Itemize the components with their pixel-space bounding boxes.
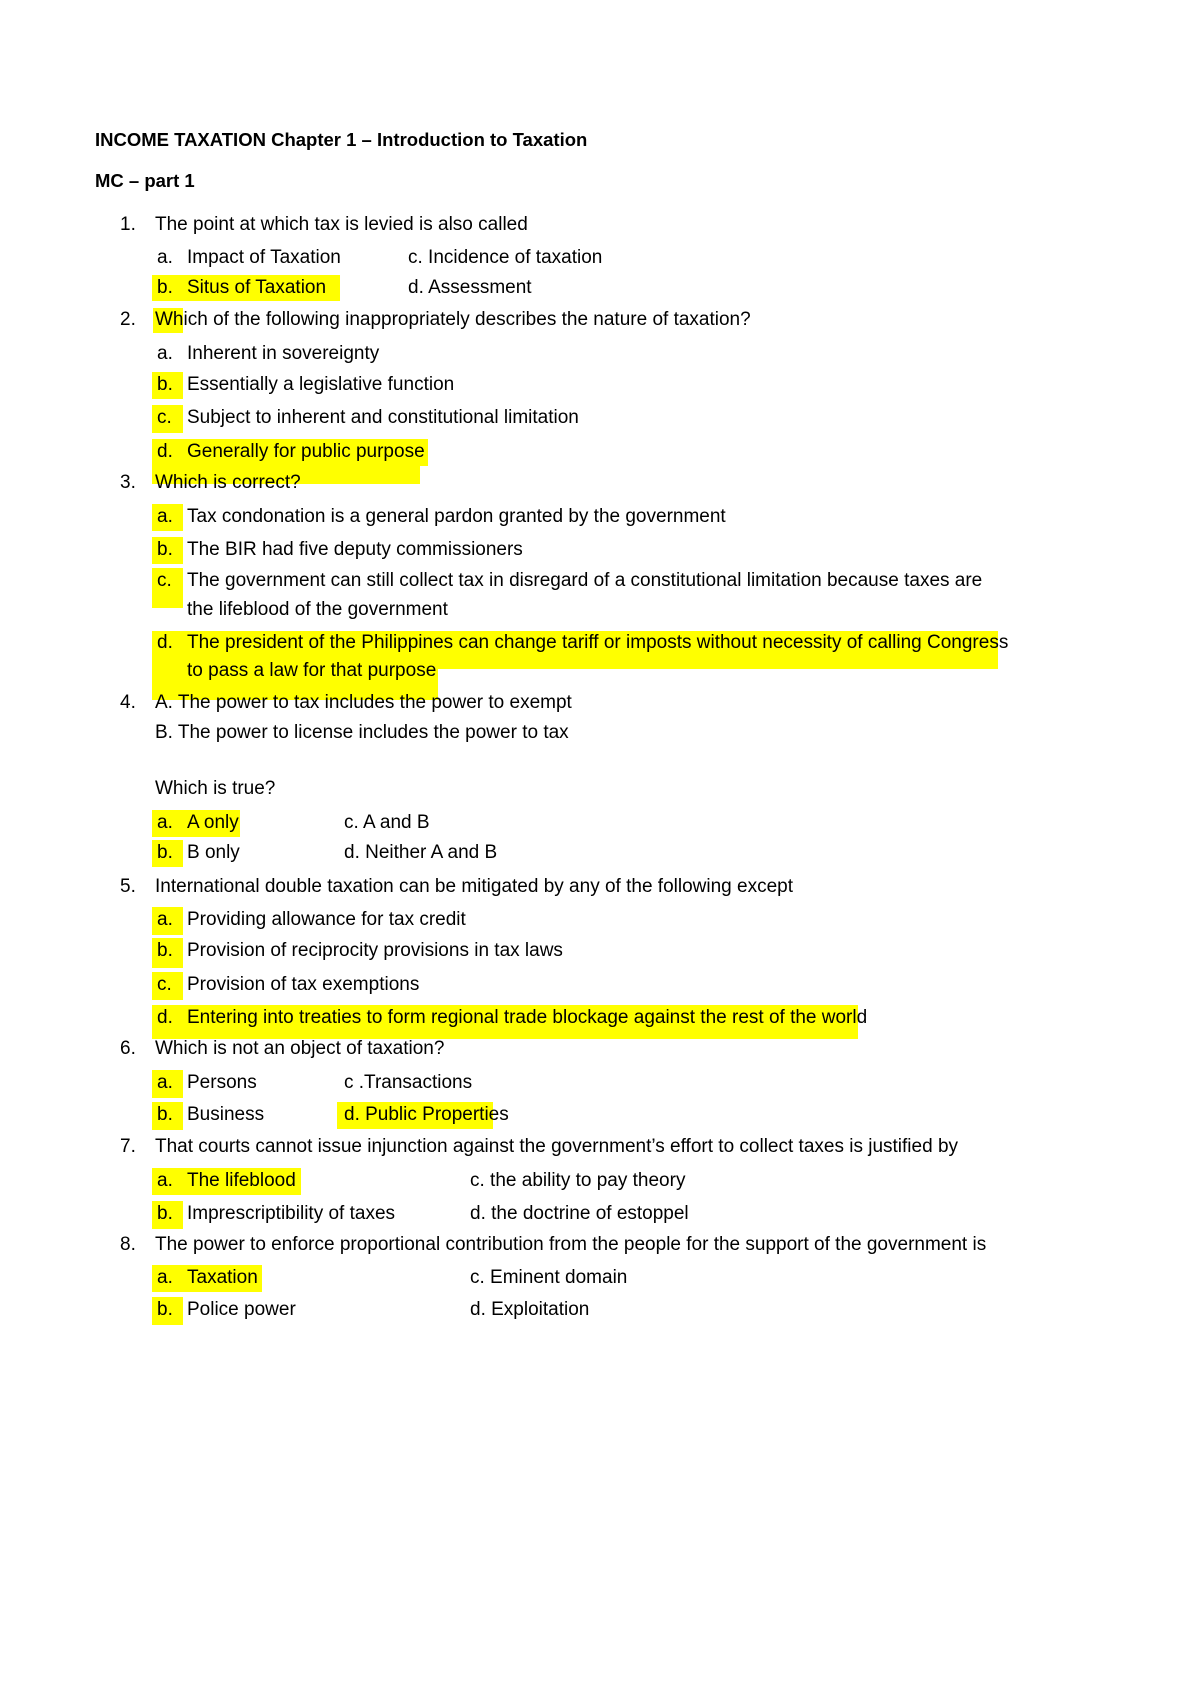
question-statement: A. The power to tax includes the power to exempt (155, 692, 572, 713)
question-number: 5. (120, 876, 136, 897)
option-text: Impact of Taxation (187, 247, 341, 268)
option-letter: b. (157, 940, 173, 961)
question-number: 7. (120, 1136, 136, 1157)
question-stem: The point at which tax is levied is also called (155, 214, 528, 235)
option-letter: b. (157, 1203, 173, 1224)
question-stem: That courts cannot issue injunction against the government’s effort to collect taxes is justified by (155, 1136, 959, 1157)
option-text-line: the lifeblood of the government (187, 599, 448, 620)
question-stem: Which is correct? (155, 472, 301, 493)
question-number: 2. (120, 309, 136, 330)
option-letter: b. (157, 842, 173, 863)
option-letter: c. (157, 407, 172, 428)
section-heading: MC – part 1 (95, 170, 195, 191)
question-stem: Which is true? (155, 778, 276, 799)
option-text: Providing allowance for tax credit (187, 909, 466, 930)
option-letter: b. (157, 1104, 173, 1125)
option-letter: c. (157, 974, 172, 995)
option-text-line: The president of the Philippines can change tariff or imposts without necessity of calling Congress (187, 632, 1009, 653)
question-stem: Which of the following inappropriately describes the nature of taxation? (155, 309, 751, 330)
option-text: Entering into treaties to form regional trade blockage against the rest of the world (187, 1007, 868, 1028)
option-letter: c. (157, 570, 172, 591)
option-letter: b. (157, 1299, 173, 1320)
option-inline: c .Transactions (344, 1072, 473, 1093)
option-text: Taxation (187, 1267, 258, 1288)
option-letter: a. (157, 1267, 173, 1288)
option-text: Persons (187, 1072, 257, 1093)
option-text: Business (187, 1104, 265, 1125)
option-inline: d. Assessment (408, 277, 532, 298)
option-text: Provision of tax exemptions (187, 974, 420, 995)
option-inline: d. Neither A and B (344, 842, 498, 863)
question-stem: International double taxation can be mitigated by any of the following except (155, 876, 793, 897)
option-text: Imprescriptibility of taxes (187, 1203, 396, 1224)
option-letter: b. (157, 277, 173, 298)
option-text: Tax condonation is a general pardon granted by the government (187, 506, 726, 527)
option-letter: a. (157, 247, 173, 268)
option-text: Police power (187, 1299, 296, 1320)
question-number: 6. (120, 1038, 136, 1059)
option-inline: c. Eminent domain (470, 1267, 628, 1288)
option-letter: a. (157, 812, 173, 833)
option-inline: c. A and B (344, 812, 430, 833)
option-letter: d. (157, 632, 173, 653)
option-letter: a. (157, 506, 173, 527)
option-inline: c. Incidence of taxation (408, 247, 603, 268)
question-number: 4. (120, 692, 136, 713)
option-inline: d. Public Properties (344, 1104, 509, 1125)
question-statement: B. The power to license includes the power to tax (155, 722, 569, 743)
option-text: Situs of Taxation (187, 277, 327, 298)
option-letter: b. (157, 539, 173, 560)
option-text: Subject to inherent and constitutional limitation (187, 407, 579, 428)
option-inline: d. Exploitation (470, 1299, 590, 1320)
option-letter: a. (157, 909, 173, 930)
option-letter: a. (157, 1170, 173, 1191)
option-letter: a. (157, 343, 173, 364)
option-text-line: to pass a law for that purpose (187, 660, 437, 681)
document-title: INCOME TAXATION Chapter 1 – Introduction to Taxation (95, 129, 588, 150)
option-text: Inherent in sovereignty (187, 343, 380, 364)
option-text: A only (187, 812, 239, 833)
option-text: Generally for public purpose (187, 441, 425, 462)
option-text: The lifeblood (187, 1170, 296, 1191)
option-letter: b. (157, 374, 173, 395)
option-text: B only (187, 842, 240, 863)
option-inline: c. the ability to pay theory (470, 1170, 686, 1191)
question-stem: Which is not an object of taxation? (155, 1038, 445, 1059)
option-inline: d. the doctrine of estoppel (470, 1203, 689, 1224)
option-text: Essentially a legislative function (187, 374, 455, 395)
question-stem: The power to enforce proportional contribution from the people for the support of the government is (155, 1234, 987, 1255)
option-letter: a. (157, 1072, 173, 1093)
option-text: Provision of reciprocity provisions in tax laws (187, 940, 563, 961)
question-number: 3. (120, 472, 136, 493)
option-text-line: The government can still collect tax in disregard of a constitutional limitation because taxes are (187, 570, 983, 591)
option-letter: d. (157, 1007, 173, 1028)
option-text: The BIR had five deputy commissioners (187, 539, 523, 560)
option-letter: d. (157, 441, 173, 462)
question-number: 1. (120, 214, 136, 235)
question-number: 8. (120, 1234, 136, 1255)
